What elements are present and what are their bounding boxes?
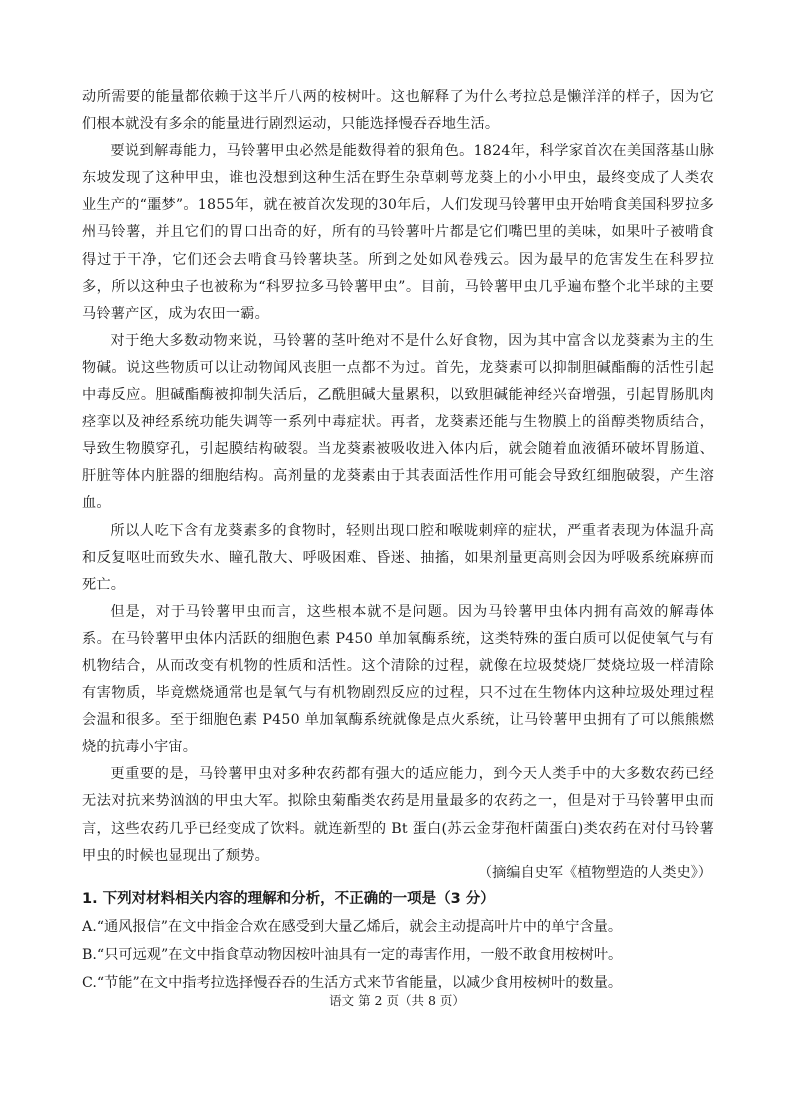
option-a: A.“通风报信”在文中指金合欢在感受到大量乙烯后，就会主动提高叶片中的单宁含量。 <box>82 919 623 935</box>
question-stem: 1. 下列对材料相关内容的理解和分析，不正确的一项是（3 分） <box>82 891 495 907</box>
article-source: （摘编自史军《植物塑造的人类史》） <box>477 865 712 881</box>
article-paragraph-4: 所以人吃下含有龙葵素多的食物时，轻则出现口腔和喉咙刺痒的症状，严重者表现为体温升高和反复呕吐而致失水、瞳孔散大、呼吸困难、昏迷、抽搐，如果剂量更高则会因为呼吸系统麻痹而死亡。 <box>82 522 714 593</box>
article-paragraph-1: 动所需要的能量都依赖于这半斤八两的桉树叶。这也解释了为什么考拉总是懒洋洋的样子，因为它们根本就没有多余的能量进行剧烈运动，只能选择慢吞吞地生活。 <box>82 89 714 133</box>
article-body <box>82 84 714 870</box>
article-paragraph-6: 更重要的是，马铃薯甲虫对多种农药都有强大的适应能力，到今天人类手中的大多数农药已经无法对抗来势汹汹的甲虫大军。拟除虫菊酯类农药是用量最多的农药之一，但是对于马铃薯甲虫而言，这些农药几乎已经变成了饮料。就连新型的 Bt 蛋白(苏云金芽孢杆菌蛋白)类农药在对付马铃薯甲虫的时候也显现出了颓势。 <box>82 766 714 864</box>
page-footer: 语文 第 2 页（共 8 页） <box>329 993 465 1008</box>
article-paragraph-3: 对于绝大多数动物来说，马铃薯的茎叶绝对不是什么好食物，因为其中富含以龙葵素为主的生物碱。说这些物质可以让动物闻风丧胆一点都不为过。首先，龙葵素可以抑制胆碱酯酶的活性引起中毒反应。胆碱酯酶被抑制失活后，乙酰胆碱大量累积，以致胆碱能神经兴奋增强，引起胃肠肌肉痉挛以及神经系统功能失调等一系列中毒症状。再者，龙葵素还能与生物膜上的甾醇类物质结合，导致生物膜穿孔，引起膜结构破裂。当龙葵素被吸收进入体内后，就会随着血液循环破坏胃肠道、肝脏等体内脏器的细胞结构。高剂量的龙葵素由于其表面活性作用可能会导致红细胞破裂，产生溶血。 <box>82 332 714 512</box>
question-options <box>82 913 722 997</box>
article-paragraph-2: 要说到解毒能力，马铃薯甲虫必然是能数得着的狠角色。1824年，科学家首次在美国落基山脉东坡发现了这种甲虫，谁也没想到这种生活在野生杂草刺萼龙葵上的小小甲虫，最终变成了人类农业生产的“噩梦”。1855年，就在被首次发现的30年后，人们发现马铃薯甲虫开始啃食美国科罗拉多州马铃薯，并且它们的胃口出奇的好，所有的马铃薯叶片都是它们嘴巴里的美味，如果叶子被啃食得过于干净，它们还会去啃食马铃薯块茎。所到之处如风卷残云。因为最早的危害发生在科罗拉多，所以这种虫子也被称为“科罗拉多马铃薯甲虫”。目前，马铃薯甲虫几乎遍布整个北半球的主要马铃薯产区，成为农田一霸。 <box>82 143 714 322</box>
article-paragraph-5: 但是，对于马铃薯甲虫而言，这些根本就不是问题。因为马铃薯甲虫体内拥有高效的解毒体系。在马铃薯甲虫体内活跃的细胞色素 P450 单加氧酶系统，这类特殊的蛋白质可以促使氧气与有机物结合，从而改变有机物的性质和活性。这个清除的过程，就像在垃圾焚烧厂焚烧垃圾一样清除有害物质，毕竟燃烧通常也是氧气与有机物剧烈反应的过程，只不过在生物体内这种垃圾处理过程会温和很多。至于细胞色素 P450 单加氧酶系统就像是点火系统，让马铃薯甲虫拥有了可以熊熊燃烧的抗毒小宇宙。 <box>82 603 714 756</box>
option-c: C.“节能”在文中指考拉选择慢吞吞的生活方式来节省能量，以减少食用桉树叶的数量。 <box>82 975 623 991</box>
option-b: B.“只可远观”在文中指食草动物因桉叶油具有一定的毒害作用，一般不敢食用桉树叶。 <box>82 947 623 963</box>
